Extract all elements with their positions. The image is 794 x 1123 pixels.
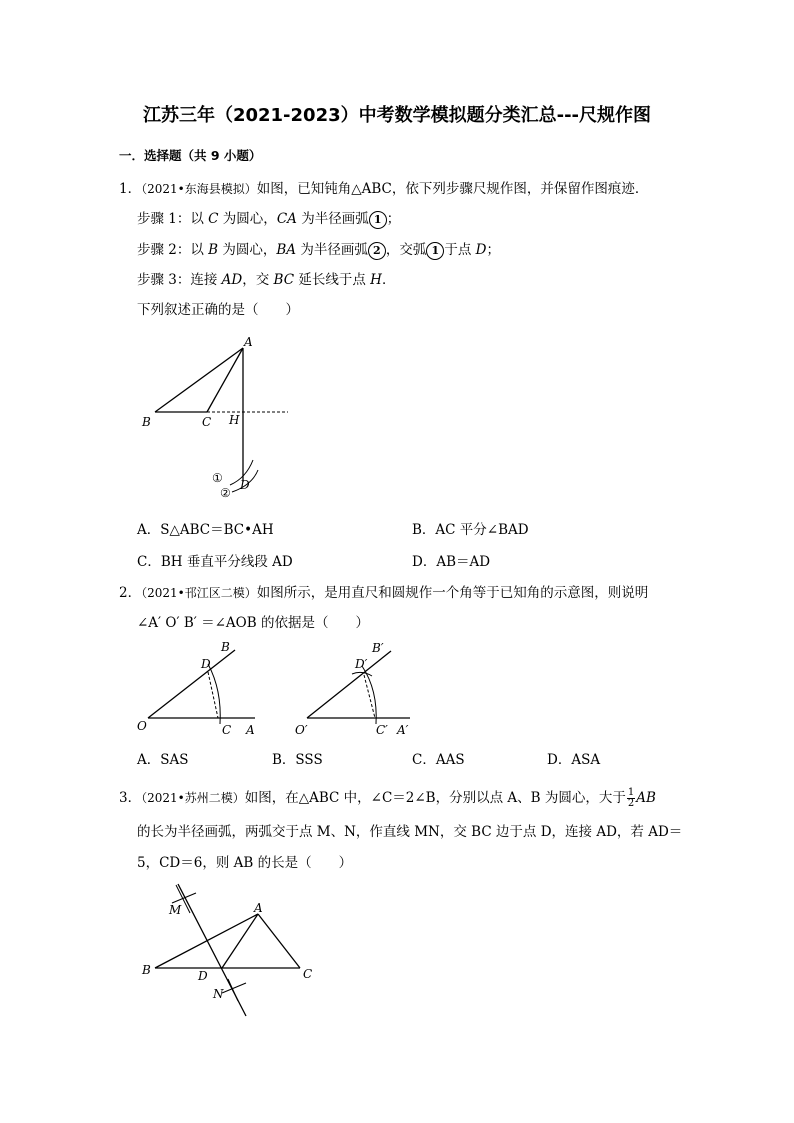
q2-stem2: ∠A′ O′ B′ ＝∠AOB 的依据是（ ） [137,615,369,631]
q3-label-c: C [303,967,313,981]
q1-step2-g: 于点 [444,242,476,258]
q3-label-n: N [213,987,224,1001]
section-title: 一．选择题（共 9 小题） [119,148,262,163]
q1-label-c: C [202,415,212,429]
circled-two-icon: 2 [368,242,386,260]
q1-step2-d: BA [276,242,297,258]
q1-step1-b: C [208,211,219,227]
q1-source: （2021•东海县模拟） [141,182,257,196]
q1-step3-b: AD [221,272,243,288]
q1-number: 1． [119,181,142,197]
q1-question: 下列叙述正确的是（ ） [137,302,299,318]
q1-step2-c: 为圆心， [218,242,277,258]
q1-step3-end: ． [381,272,396,288]
q3-label-m: M [169,903,182,917]
q1-label-arc2: ② [220,486,231,500]
frac-den: 2 [627,798,635,809]
q1-option-b[interactable]: B．AC 平分∠BAD [412,522,529,538]
q2-f2-label-c: C′ [376,723,388,737]
q1-step3-e: 延长线于点 [294,272,371,288]
q1-option-a[interactable]: A．S△ABC＝BC•AH [137,522,274,538]
q1-step2-h: D [475,242,487,258]
frac-num: 1 [627,787,635,798]
q1-step2-end: ； [486,242,500,258]
q1-step1-a: 步骤 1：以 [137,211,209,227]
q1-step1-e: 为半径画弧 [296,211,369,227]
q2-f2-label-d: D′ [355,657,368,671]
q3-stem3: 5，CD＝6，则 AB 的长是（ ） [137,855,353,871]
q2-source: （2021•邗江区二模） [141,586,257,600]
q1-option-c[interactable]: C．BH 垂直平分线段 AD [137,554,293,570]
q1-step2-e: 为半径画弧 [296,242,368,258]
q1-step3-a: 步骤 3：连接 [137,272,222,288]
q1-step2-b: B [208,242,219,258]
q1-step1-c: 为圆心， [218,211,277,227]
q3-stem-b: AB [636,790,656,806]
q2-f1-label-c: C [222,723,232,737]
q1-step2-a: 步骤 2：以 [137,242,209,258]
q2-stem-text: 如图所示，是用直尺和圆规作一个角等于已知角的示意图，则说明 [256,585,649,601]
q2-option-d[interactable]: D．ASA [547,752,601,768]
q2-f1-label-a: A [246,723,255,737]
q3-label-b: B [142,963,151,977]
q1-step2-f: ，交弧 [385,242,427,258]
q1-stem-text: 如图，已知钝角△ABC，依下列步骤尺规作图，并保留作图痕迹． [256,181,649,197]
q1-step1-end: ； [386,211,401,227]
q2-f1-label-o: O [137,719,147,733]
q1-label-a: A [244,335,253,349]
circled-one-icon: 1 [369,211,387,229]
q2-f1-label-b: B [221,640,230,654]
q2-f2-label-o: O′ [295,723,308,737]
q3-number: 3． [119,790,142,806]
circled-one-icon: 1 [426,242,444,260]
q1-option-d[interactable]: D．AB＝AD [412,554,491,570]
q1-label-arc1: ① [212,471,223,485]
q3-label-a: A [254,901,263,915]
q2-f1-label-d: D [201,657,211,671]
q1-step3-c: ，交 [242,272,274,288]
q3-label-d: D [198,969,208,983]
q2-option-a[interactable]: A．SAS [137,752,189,768]
q2-option-b[interactable]: B．SSS [272,752,323,768]
q2-option-c[interactable]: C．AAS [412,752,465,768]
q1-label-h: H [229,413,240,427]
q1-label-b: B [142,415,151,429]
q2-f2-label-a: A′ [397,723,409,737]
q1-step3-d: BC [273,272,295,288]
q3-source: （2021•苏州二模） [141,791,245,805]
q1-label-d: D [240,478,250,492]
q2-number: 2． [119,585,142,601]
q1-step3-f: H [370,272,382,288]
q2-f2-label-b: B′ [372,641,384,655]
page-title: 江苏三年（2021-2023）中考数学模拟题分类汇总---尺规作图 [142,105,652,126]
q3-stem-a: 如图，在△ABC 中，∠C＝2∠B，分别以点 A、B 为圆心，大于 [244,790,626,806]
q1-step1-d: CA [276,211,297,227]
q3-stem2: 的长为半径画弧，两弧交于点 M、N，作直线 MN，交 BC 边于点 D，连接 AD，若 AD＝ [137,824,683,840]
